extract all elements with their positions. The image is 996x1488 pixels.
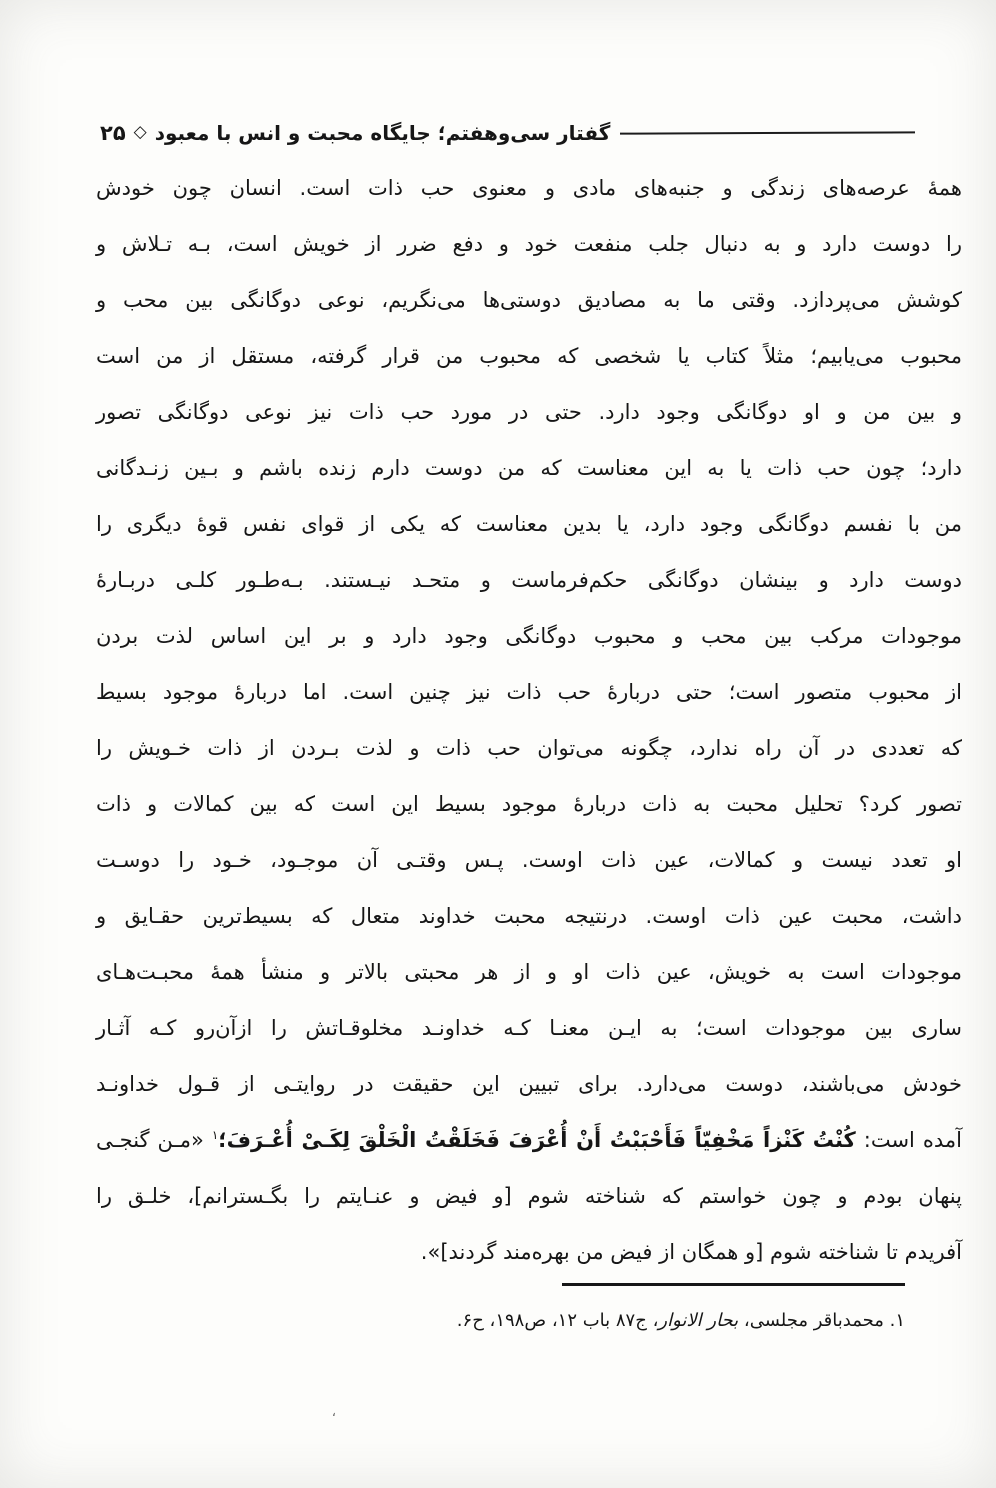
text-line: محبوب می‌یابیم؛ مثلاً کتاب یا شخصی که محبوب من قرار گرفته، مستقل از من است [96,344,962,368]
text-line: موجودات مرکب بین محب و محبوب دوگانگی وجود دارد و بر این اساس لذت بردن [96,624,962,648]
hadith-arabic-quote: کُنْتُ کَنْزاً مَخْفِیّاً فَأَحْبَبْتُ أَنْ أُعْرَفَ فَخَلَقْتُ الْخَلْقَ لِکَـیْ أُعْـرَفَ؛ [218,1128,856,1152]
hadith-suffix: «مـن گنجـی [96,1128,212,1152]
text-line: ساری بین موجودات است؛ به ایـن معنـا کـه خداونـد مخلوقـاتش را ازآن‌رو کـه آثـار [96,1016,962,1040]
hadith-prefix: آمده است: [855,1128,962,1152]
text-line: که تعددی در آن راه ندارد، چگونه می‌توان حب ذات و لذت بـردن از ذات خـویش را [96,736,962,760]
hadith-line [96,1112,962,1168]
text-line: کوشش می‌پردازد. وقتی ما به مصادیق دوستی‌ها می‌نگریم، نوعی دوگانگی بین محب و [96,288,962,312]
text-line: او تعدد نیست و کمالات، عین ذات اوست. پـس وقتـی آن موجـود، خـود را دوسـت [96,848,962,872]
text-line: از محبوب متصور است؛ حتی دربارهٔ حب ذات نیز چنین است. اما دربارهٔ موجود بسیط [96,680,962,704]
text-line: من با نفسم دوگانگی وجود دارد، یا بدین معناست که یکی از قوای نفس قوهٔ دیگری را [96,512,962,536]
body-text [96,160,962,1280]
text-line: پنهان بودم و چون خواستم که شناخته شوم [و فیض و عنـایتم را بگـسترانم]، خلـق را [96,1184,962,1208]
text-line: داشت، محبت عین ذات اوست. درنتیجه محبت خداوند متعال که بسیط‌ترین حقـایق و [96,904,962,928]
footnote-book-title: بحار الانوار [658,1310,739,1331]
text-line: تصور کرد؟ تحلیل محبت به ذات دربارهٔ موجود بسیط این است که بین کمالات و ذات [96,792,962,816]
text-line: دارد؛ چون حب ذات یا به این معناست که من دوست دارم زنده باشم و بـین زنـدگانی [96,456,962,480]
text-line: و بین من و او دوگانگی وجود دارد. حتی در مورد حب ذات نیز نوعی دوگانگی تصور [96,400,962,424]
diamond-icon: ◇ [133,122,147,142]
header-rule [620,131,915,134]
text-line: همهٔ عرصه‌های زندگی و جنبه‌های مادی و معنوی حب ذات است. انسان چون خودش [96,176,962,200]
footnote-marker-superscript: ۱ [211,1128,219,1142]
text-line-last: آفریدم تا شناخته شوم [و همگان از فیض من بهره‌مند گردند]». [420,1240,962,1264]
page-header [100,112,915,154]
text-line: موجودات است به خویش، عین ذات او و از هر محبتی بالاتر و منشأ همهٔ محبـت‌هـای [96,960,962,984]
page-number: ۲۵ [100,121,126,145]
scan-artifact: ، [331,1405,336,1420]
text-line: را دوست دارد و به دنبال جلب منفعت خود و دفع ضرر از خویش است، بـه تـلاش و [96,232,962,256]
footnote-details: ، ج۸۷ باب ۱۲، ص۱۹۸، ح۶. [456,1310,659,1331]
footnote-author: محمدباقر مجلسی، [738,1310,884,1331]
text-line: خودش می‌باشند، دوست می‌دارد. برای تبیین این حقیقت در روایتـی از قـول خداونـد [96,1072,962,1096]
footnote [300,1302,905,1340]
chapter-title: گفتار سی‌وهفتم؛ جایگاه محبت و انس با معبود [154,121,611,145]
footnote-number: ۱. [883,1310,905,1331]
footnote-separator-rule [562,1283,905,1286]
text-line: دوست دارد و بینشان دوگانگی حکم‌فرماست و متحـد نیـستند. بـه‌طـور کلـی دربـارهٔ [96,568,962,592]
